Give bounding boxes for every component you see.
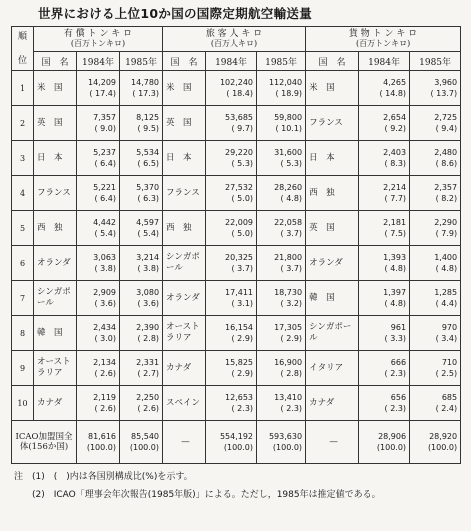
share-percent: ( 18.9): [275, 89, 303, 98]
value-cell: [77, 421, 120, 464]
country-cell: 韓 国: [306, 281, 359, 316]
share-percent: (100.0): [129, 443, 160, 452]
value: 2,390: [136, 323, 160, 332]
share-percent: ( 7.7): [384, 194, 407, 203]
share-percent: ( 2.6): [94, 369, 116, 378]
value-cell: [410, 281, 461, 316]
value: 7,357: [93, 113, 116, 122]
table-row: [12, 71, 461, 106]
value-cell: [77, 281, 120, 316]
country-cell: カナダ: [34, 386, 77, 421]
country-cell: カナダ: [306, 386, 359, 421]
rank-cell: 10: [12, 386, 34, 421]
table-row: [12, 176, 461, 211]
value-cell: [206, 106, 257, 141]
value-cell: [257, 211, 306, 246]
country-cell: 日 本: [34, 141, 77, 176]
share-percent: ( 3.3): [384, 334, 407, 343]
table-row: [12, 316, 461, 351]
table-row: [12, 246, 461, 281]
value: 8,125: [136, 113, 160, 122]
value: 28,260: [274, 183, 303, 192]
value: 21,800: [274, 253, 303, 262]
value-cell: [359, 386, 410, 421]
country-cell: オランダ: [34, 246, 77, 281]
table-row: [12, 386, 461, 421]
value: 17,305: [274, 323, 303, 332]
value-cell: [120, 211, 163, 246]
rank-cell: 1: [12, 71, 34, 106]
share-percent: ( 2.3): [231, 404, 254, 413]
share-percent: ( 3.0): [94, 334, 116, 343]
value: 2,480: [434, 148, 458, 157]
table-row: [12, 351, 461, 386]
value-cell: [410, 246, 461, 281]
category-name: 旅 客 人 キ ロ: [205, 29, 263, 39]
share-percent: ( 3.8): [94, 264, 116, 273]
value: 2,654: [383, 113, 407, 122]
rank-cell: 8: [12, 316, 34, 351]
value-cell: [359, 421, 410, 464]
value: 15,825: [225, 358, 254, 367]
value: 2,725: [434, 113, 458, 122]
share-percent: ( 3.6): [137, 299, 160, 308]
share-percent: ( 14.8): [379, 89, 407, 98]
year-1984-header: 1984年: [359, 52, 410, 71]
year-1985-header: 1985年: [257, 52, 306, 71]
value-cell: [410, 351, 461, 386]
share-percent: ( 9.0): [94, 124, 116, 133]
share-percent: ( 6.4): [94, 159, 116, 168]
value-cell: [77, 246, 120, 281]
value-cell: [410, 421, 461, 464]
value: 1,400: [434, 253, 458, 262]
value-cell: [359, 351, 410, 386]
value: 59,800: [274, 113, 303, 122]
share-percent: ( 8.2): [435, 194, 458, 203]
value: 20,325: [225, 253, 254, 262]
share-percent: ( 5.3): [280, 159, 303, 168]
country-cell: —: [163, 421, 206, 464]
subheader-row: [12, 52, 461, 71]
value: 2,434: [93, 323, 116, 332]
category-name: 貨 物 ト ン キ ロ: [348, 29, 418, 39]
value: 5,221: [93, 183, 116, 192]
share-percent: ( 3.7): [231, 264, 254, 273]
value-cell: [359, 106, 410, 141]
country-cell: シンガポール: [34, 281, 77, 316]
value: 5,370: [136, 183, 160, 192]
value-cell: [206, 211, 257, 246]
value: 656: [390, 393, 407, 402]
value-cell: [120, 316, 163, 351]
value-cell: [257, 141, 306, 176]
value-cell: [206, 351, 257, 386]
country-cell: オーストラリア: [34, 351, 77, 386]
value-cell: [77, 316, 120, 351]
country-cell: イタリア: [306, 351, 359, 386]
share-percent: (100.0): [427, 443, 458, 452]
share-percent: ( 5.0): [231, 229, 254, 238]
country-cell: 西 独: [34, 211, 77, 246]
value: 14,209: [88, 78, 116, 87]
country-cell: 英 国: [306, 211, 359, 246]
total-row: [12, 421, 461, 464]
value-cell: [206, 281, 257, 316]
share-percent: ( 3.2): [280, 299, 303, 308]
total-label: ICAO加盟国全体(156か国): [12, 421, 77, 464]
share-percent: (100.0): [86, 443, 116, 452]
country-cell: 米 国: [163, 71, 206, 106]
share-percent: ( 2.8): [280, 369, 303, 378]
value: 554,192: [219, 432, 254, 441]
share-percent: ( 6.3): [137, 194, 160, 203]
value: 5,237: [93, 148, 116, 157]
statistics-table: [11, 26, 461, 464]
value: 2,290: [434, 218, 458, 227]
rank-cell: 5: [12, 211, 34, 246]
year-1985-header: 1985年: [120, 52, 163, 71]
value-cell: [120, 421, 163, 464]
page-title: 世界における上位10か国の国際定期航空輸送量: [38, 6, 312, 21]
value: 3,080: [136, 288, 160, 297]
value: 3,063: [93, 253, 116, 262]
share-percent: ( 2.5): [435, 369, 458, 378]
category-unit: (百万トンキロ): [70, 39, 126, 48]
value: 29,220: [225, 148, 254, 157]
value: 28,920: [429, 432, 458, 441]
share-percent: ( 10.1): [275, 124, 303, 133]
share-percent: ( 9.2): [384, 124, 407, 133]
country-cell: 米 国: [306, 71, 359, 106]
year-1984-header: 1984年: [206, 52, 257, 71]
value: 22,058: [274, 218, 303, 227]
footnote-1: 注 (1) ( )内は各国別構成比(%)を示す。: [14, 472, 193, 482]
share-percent: ( 2.3): [384, 404, 407, 413]
country-cell: スペイン: [163, 386, 206, 421]
cargo-ton-km-header: [306, 27, 461, 52]
country-cell: フランス: [306, 106, 359, 141]
value: 4,265: [383, 78, 407, 87]
value-cell: [359, 141, 410, 176]
value-cell: [206, 421, 257, 464]
value: 2,214: [383, 183, 407, 192]
value-cell: [77, 386, 120, 421]
table-row: [12, 281, 461, 316]
share-percent: ( 2.3): [280, 404, 303, 413]
value: 3,960: [434, 78, 458, 87]
share-percent: ( 8.3): [384, 159, 407, 168]
value-cell: [257, 351, 306, 386]
value-cell: [410, 71, 461, 106]
value: 85,540: [131, 432, 160, 441]
value: 2,909: [93, 288, 116, 297]
value: 593,630: [268, 432, 303, 441]
year-1985-header: 1985年: [410, 52, 461, 71]
value: 961: [390, 323, 407, 332]
share-percent: ( 2.4): [435, 404, 458, 413]
country-cell: 西 独: [163, 211, 206, 246]
category-unit: (百万人キロ): [210, 39, 258, 48]
country-cell: 米 国: [34, 71, 77, 106]
value: 2,357: [434, 183, 458, 192]
value: 22,009: [225, 218, 254, 227]
value: 53,685: [225, 113, 254, 122]
value: 2,134: [93, 358, 116, 367]
value-cell: [77, 176, 120, 211]
rank-header: 順 位: [12, 27, 34, 71]
share-percent: ( 4.8): [384, 264, 407, 273]
country-cell: オーストラリア: [163, 316, 206, 351]
share-percent: ( 6.5): [137, 159, 160, 168]
share-percent: (100.0): [272, 443, 303, 452]
value-cell: [257, 421, 306, 464]
country-cell: 英 国: [34, 106, 77, 141]
country-header: 国 名: [306, 52, 359, 71]
value-cell: [206, 176, 257, 211]
value-cell: [206, 141, 257, 176]
share-percent: ( 2.9): [231, 334, 254, 343]
value-cell: [359, 246, 410, 281]
rank-cell: 4: [12, 176, 34, 211]
value-cell: [359, 316, 410, 351]
value-cell: [359, 71, 410, 106]
value-cell: [77, 71, 120, 106]
value-cell: [359, 211, 410, 246]
share-percent: ( 4.8): [435, 264, 458, 273]
share-percent: ( 3.7): [280, 264, 303, 273]
value-cell: [410, 386, 461, 421]
rank-cell: 6: [12, 246, 34, 281]
share-percent: ( 4.8): [384, 299, 407, 308]
year-1984-header: 1984年: [77, 52, 120, 71]
value: 2,181: [383, 218, 407, 227]
value: 3,214: [136, 253, 160, 262]
share-percent: ( 3.6): [94, 299, 116, 308]
country-header: 国 名: [34, 52, 77, 71]
value: 102,240: [219, 78, 254, 87]
value-cell: [120, 176, 163, 211]
value: 2,403: [383, 148, 407, 157]
share-percent: ( 3.1): [231, 299, 254, 308]
value-cell: [257, 281, 306, 316]
share-percent: ( 17.3): [132, 89, 160, 98]
value: 2,250: [136, 393, 160, 402]
value-cell: [120, 246, 163, 281]
share-percent: ( 2.3): [384, 369, 407, 378]
value: 81,616: [88, 432, 116, 441]
value-cell: [206, 316, 257, 351]
share-percent: ( 3.4): [435, 334, 458, 343]
share-percent: ( 2.8): [137, 334, 160, 343]
country-cell: オランダ: [306, 246, 359, 281]
rank-cell: 2: [12, 106, 34, 141]
share-percent: ( 8.6): [435, 159, 458, 168]
country-cell: 日 本: [163, 141, 206, 176]
share-percent: ( 5.3): [231, 159, 254, 168]
country-cell: オランダ: [163, 281, 206, 316]
value-cell: [359, 281, 410, 316]
value: 1,397: [383, 288, 407, 297]
share-percent: ( 7.5): [384, 229, 407, 238]
share-percent: ( 9.4): [435, 124, 458, 133]
value: 970: [441, 323, 458, 332]
value-cell: [206, 71, 257, 106]
value: 2,119: [93, 393, 116, 402]
country-cell: 西 独: [306, 176, 359, 211]
value-cell: [120, 106, 163, 141]
share-percent: ( 2.9): [280, 334, 303, 343]
country-cell: カナダ: [163, 351, 206, 386]
share-percent: ( 13.7): [430, 89, 458, 98]
value-cell: [257, 106, 306, 141]
value: 14,780: [131, 78, 160, 87]
value: 4,597: [136, 218, 160, 227]
rank-cell: 3: [12, 141, 34, 176]
share-percent: ( 9.5): [137, 124, 160, 133]
passenger-km-header: [163, 27, 306, 52]
table-row: [12, 211, 461, 246]
value-cell: [120, 386, 163, 421]
value-cell: [257, 386, 306, 421]
value-cell: [257, 246, 306, 281]
value: 31,600: [274, 148, 303, 157]
value-cell: [257, 316, 306, 351]
share-percent: ( 3.8): [137, 264, 160, 273]
value: 18,730: [274, 288, 303, 297]
share-percent: ( 2.9): [231, 369, 254, 378]
value: 13,410: [274, 393, 303, 402]
value-cell: [206, 246, 257, 281]
footnote-2: (2) ICAO「理事会年次報告(1985年版)」による。ただし，1985年は推定値である。: [32, 490, 381, 500]
country-cell: 韓 国: [34, 316, 77, 351]
value: 17,411: [225, 288, 254, 297]
value-cell: [77, 351, 120, 386]
value: 1,285: [434, 288, 458, 297]
value-cell: [77, 211, 120, 246]
country-cell: 日 本: [306, 141, 359, 176]
value-cell: [410, 141, 461, 176]
value-cell: [410, 316, 461, 351]
country-cell: シンガポール: [163, 246, 206, 281]
share-percent: ( 17.4): [89, 89, 116, 98]
share-percent: ( 9.7): [231, 124, 254, 133]
share-percent: ( 4.8): [280, 194, 303, 203]
value: 27,532: [225, 183, 254, 192]
value-cell: [77, 106, 120, 141]
share-percent: ( 5.4): [137, 229, 160, 238]
share-percent: (100.0): [223, 443, 254, 452]
value: 5,534: [136, 148, 160, 157]
rank-cell: 9: [12, 351, 34, 386]
category-name: 有 償 ト ン キ ロ: [63, 29, 133, 39]
table-row: [12, 106, 461, 141]
value: 16,900: [274, 358, 303, 367]
category-header-row: [12, 27, 461, 52]
share-percent: ( 2.7): [137, 369, 160, 378]
share-percent: (100.0): [376, 443, 407, 452]
value-cell: [120, 71, 163, 106]
value-cell: [410, 211, 461, 246]
table-row: [12, 141, 461, 176]
value: 112,040: [268, 78, 303, 87]
country-header: 国 名: [163, 52, 206, 71]
share-percent: ( 6.4): [94, 194, 116, 203]
country-cell: フランス: [34, 176, 77, 211]
share-percent: ( 5.0): [231, 194, 254, 203]
value-cell: [77, 141, 120, 176]
value-cell: [120, 141, 163, 176]
value-cell: [206, 386, 257, 421]
revenue-ton-km-header: [34, 27, 163, 52]
country-cell: フランス: [163, 176, 206, 211]
value-cell: [410, 176, 461, 211]
share-percent: ( 4.4): [435, 299, 458, 308]
value: 2,331: [136, 358, 160, 367]
value: 4,442: [93, 218, 116, 227]
value: 28,906: [378, 432, 407, 441]
share-percent: ( 7.9): [435, 229, 458, 238]
value-cell: [120, 351, 163, 386]
value: 16,154: [225, 323, 254, 332]
value: 666: [390, 358, 407, 367]
value: 710: [441, 358, 458, 367]
share-percent: ( 2.6): [137, 404, 160, 413]
value: 12,653: [225, 393, 254, 402]
share-percent: ( 2.6): [94, 404, 116, 413]
share-percent: ( 18.4): [226, 89, 254, 98]
value: 685: [441, 393, 458, 402]
rank-cell: 7: [12, 281, 34, 316]
share-percent: ( 3.7): [280, 229, 303, 238]
value: 1,393: [383, 253, 407, 262]
value-cell: [257, 71, 306, 106]
value-cell: [359, 176, 410, 211]
value-cell: [410, 106, 461, 141]
category-unit: (百万トンキロ): [355, 39, 411, 48]
country-cell: 英 国: [163, 106, 206, 141]
value-cell: [257, 176, 306, 211]
share-percent: ( 5.4): [94, 229, 116, 238]
value-cell: [120, 281, 163, 316]
country-cell: —: [306, 421, 359, 464]
country-cell: シンガポール: [306, 316, 359, 351]
